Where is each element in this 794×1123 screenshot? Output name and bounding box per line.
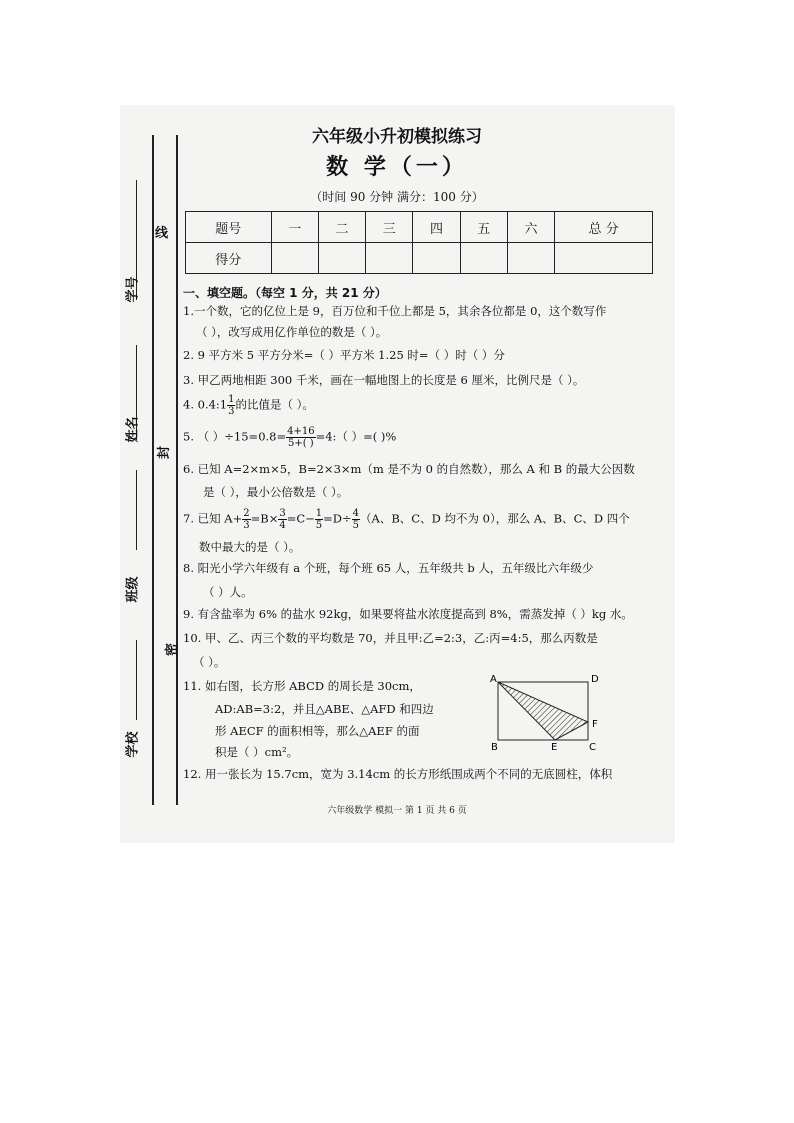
q5-suffix: =4:（ ）=( )% bbox=[315, 429, 397, 444]
exam-subtitle: 数 学（一） bbox=[326, 155, 468, 180]
table-cell: 四 bbox=[413, 212, 460, 243]
dashed-border-line bbox=[176, 135, 178, 805]
numerator: 1 bbox=[228, 394, 235, 405]
question-9: 9. 有含盐率为 6% 的盐水 92kg，如果要将盐水浓度提高到 8%，需蒸发掉（ ）kg 水。 bbox=[183, 607, 633, 621]
denominator: 3 bbox=[243, 520, 250, 531]
table-cell: 总 分 bbox=[555, 212, 653, 243]
table-cell: 三 bbox=[366, 212, 413, 243]
score-cell[interactable] bbox=[507, 243, 554, 274]
score-cell[interactable] bbox=[413, 243, 460, 274]
score-table bbox=[185, 211, 653, 274]
q7-part: （A、B、C、D 均不为 0），那么 A、B、C、D 四个 bbox=[360, 511, 630, 526]
page-footer: 六年级数学 模拟一 第 1 页 共 6 页 bbox=[327, 806, 467, 816]
question-8: 8. 阳光小学六年级有 a 个班，每个班 65 人，五年级共 b 人，五年级比六年级少 bbox=[183, 561, 594, 575]
question-7 bbox=[183, 508, 630, 531]
score-cell[interactable] bbox=[366, 243, 413, 274]
school-label: 学校 bbox=[125, 731, 141, 758]
table-cell: 六 bbox=[507, 212, 554, 243]
class-label: 班级 bbox=[125, 576, 141, 603]
question-2: 2. 9 平方米 5 平方分米=（ ）平方米 1.25 时=（ ）时（ ）分 bbox=[183, 348, 505, 362]
triangle-aef bbox=[498, 682, 588, 740]
q7-part: =B× bbox=[250, 511, 279, 526]
question-11-cont: 形 AECF 的面积相等，那么△AEF 的面 bbox=[215, 724, 420, 738]
q4-prefix: 4. 0.4:1 bbox=[183, 397, 228, 412]
name-label: 姓名 bbox=[125, 416, 141, 443]
q7-part: 7. 已知 A+ bbox=[183, 511, 243, 526]
question-5 bbox=[183, 426, 396, 449]
fraction bbox=[315, 508, 323, 531]
numerator: 2 bbox=[243, 508, 250, 519]
score-cell[interactable] bbox=[460, 243, 507, 274]
seal-mark-secret: 密 bbox=[165, 642, 181, 657]
table-cell: 题号 bbox=[186, 212, 272, 243]
fraction bbox=[352, 508, 360, 531]
score-cell[interactable] bbox=[555, 243, 653, 274]
student-id-label: 学号 bbox=[125, 276, 141, 303]
denominator: 5 bbox=[315, 520, 323, 531]
fraction bbox=[242, 508, 250, 531]
fraction bbox=[278, 508, 286, 531]
score-cell[interactable] bbox=[318, 243, 365, 274]
denominator: 5 bbox=[352, 520, 360, 531]
q7-part: =D÷ bbox=[323, 511, 352, 526]
table-row bbox=[186, 212, 653, 243]
table-cell: 二 bbox=[318, 212, 365, 243]
question-6: 6. 已知 A=2×m×5，B=2×3×m（m 是不为 0 的自然数），那么 A 和 B 的最大公因数 bbox=[183, 462, 635, 476]
score-cell[interactable] bbox=[271, 243, 318, 274]
table-cell: 五 bbox=[460, 212, 507, 243]
numerator: 1 bbox=[315, 508, 323, 519]
seal-mark-seal: 封 bbox=[157, 445, 173, 460]
question-11: 11. 如右图，长方形 ABCD 的周长是 30cm， bbox=[183, 679, 421, 693]
vertex-label-e: E bbox=[551, 742, 558, 752]
question-10: 10. 甲、乙、丙三个数的平均数是 70，并且甲:乙=2:3，乙:丙=4:5，那么丙数是 bbox=[183, 631, 598, 645]
table-row bbox=[186, 243, 653, 274]
denominator: 4 bbox=[279, 520, 286, 531]
q4-suffix: 的比值是（ ）。 bbox=[235, 397, 314, 412]
dashed-border-line bbox=[152, 135, 154, 805]
question-3: 3. 甲乙两地相距 300 千米，画在一幅地图上的长度是 6 厘米，比例尺是（ ）。 bbox=[183, 373, 585, 387]
q5-prefix: 5. （ ）÷15=0.8= bbox=[183, 429, 287, 444]
vertex-label-d: D bbox=[591, 674, 599, 685]
table-cell: 得分 bbox=[186, 243, 272, 274]
section-heading: 一、填空题。（每空 1 分，共 21 分） bbox=[183, 286, 387, 300]
exam-title: 六年级小升初模拟练习 bbox=[312, 127, 482, 147]
vertex-label-a: A bbox=[490, 674, 497, 685]
denominator: 5+( ) bbox=[287, 438, 314, 449]
numerator: 4 bbox=[352, 508, 360, 519]
question-11-cont: AD:AB=3:2，并且△ABE、△AFD 和四边 bbox=[215, 702, 434, 716]
fraction bbox=[286, 426, 315, 449]
fill-line bbox=[136, 470, 137, 550]
denominator: 3 bbox=[228, 406, 235, 417]
rectangle-figure bbox=[488, 672, 618, 752]
question-10-cont: （ ）。 bbox=[193, 655, 226, 669]
question-11-cont: 积是（ ）cm²。 bbox=[215, 745, 299, 759]
seal-mark-line: 线 bbox=[155, 226, 169, 241]
question-12: 12. 用一张长为 15.7cm，宽为 3.14cm 的长方形纸围成两个不同的无底圆柱，体积 bbox=[183, 767, 613, 781]
fill-line bbox=[136, 640, 137, 720]
question-4 bbox=[183, 394, 314, 417]
question-8-cont: （ ）人。 bbox=[203, 585, 253, 599]
time-info: （时间 90 分钟 满分：100 分） bbox=[310, 190, 484, 204]
numerator: 3 bbox=[279, 508, 286, 519]
question-7-cont: 数中最大的是（ ）。 bbox=[199, 540, 301, 554]
table-cell: 一 bbox=[271, 212, 318, 243]
vertex-label-b: B bbox=[491, 742, 498, 752]
vertex-label-c: C bbox=[589, 742, 596, 752]
question-1: 1.一个数，它的亿位上是 9，百万位和千位上都是 5，其余各位都是 0，这个数写作 bbox=[183, 304, 607, 318]
question-6-cont: 是（ ），最小公倍数是（ ）。 bbox=[203, 485, 349, 499]
q7-part: =C− bbox=[286, 511, 315, 526]
question-1-cont: （ ），改写成用亿作单位的数是（ ）。 bbox=[196, 325, 388, 339]
vertex-label-f: F bbox=[592, 719, 598, 730]
numerator: 4+16 bbox=[287, 426, 315, 437]
